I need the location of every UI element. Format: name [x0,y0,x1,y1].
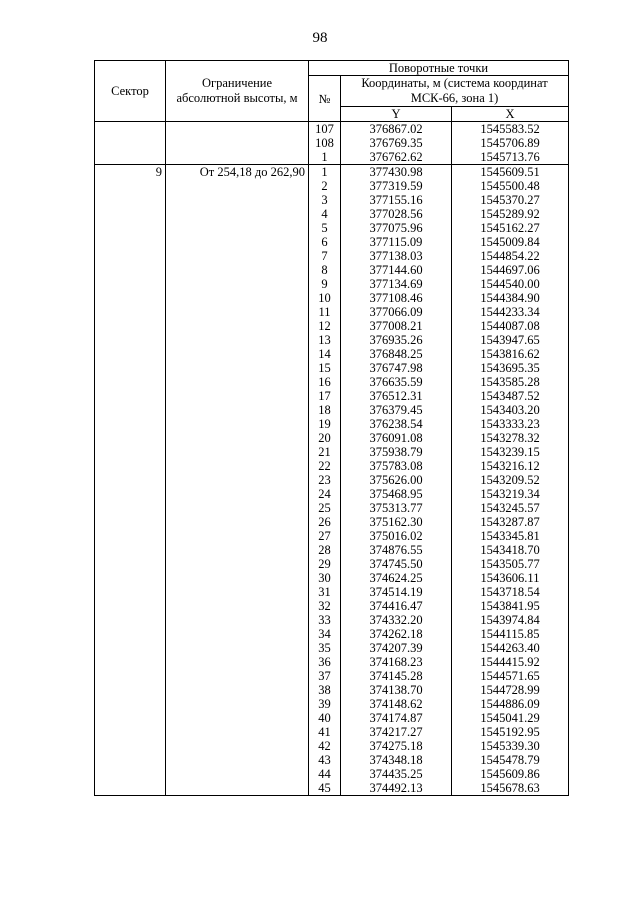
point-number-cell: 25 [309,501,341,515]
coordinate-y-cell: 375016.02 [341,529,452,543]
point-number-cell: 6 [309,235,341,249]
height-limit-cell [166,291,309,305]
point-number-cell: 24 [309,487,341,501]
height-limit-cell [166,347,309,361]
point-number-cell: 35 [309,641,341,655]
coordinate-x-cell: 1543216.12 [452,459,569,473]
height-limit-cell [166,543,309,557]
point-number-cell: 42 [309,739,341,753]
height-limit-cell [166,417,309,431]
coordinate-x-cell: 1543974.84 [452,613,569,627]
coordinate-y-cell: 375626.00 [341,473,452,487]
coordinate-y-cell: 376238.54 [341,417,452,431]
height-limit-cell [166,122,309,137]
height-limit-cell [166,136,309,150]
coordinate-y-cell: 377008.21 [341,319,452,333]
height-limit-cell [166,501,309,515]
table-row [95,473,569,487]
coordinate-y-cell: 374514.19 [341,585,452,599]
coordinate-y-cell: 375162.30 [341,515,452,529]
height-limit-cell [166,655,309,669]
point-number-cell: 18 [309,403,341,417]
height-limit-cell [166,515,309,529]
coordinate-y-cell: 374624.25 [341,571,452,585]
point-number-cell: 12 [309,319,341,333]
coordinate-x-cell: 1543239.15 [452,445,569,459]
height-limit-cell [166,207,309,221]
point-number-cell: 31 [309,585,341,599]
sector-cell [95,781,166,796]
sector-cell [95,431,166,445]
table-row [95,347,569,361]
coordinate-y-cell: 375783.08 [341,459,452,473]
coordinate-y-cell: 374168.23 [341,655,452,669]
point-number-cell: 29 [309,557,341,571]
table-row [95,179,569,193]
table-row [95,333,569,347]
coordinate-y-cell: 376762.62 [341,150,452,165]
height-limit-cell [166,431,309,445]
height-limit-cell [166,669,309,683]
coordinate-x-cell: 1545678.63 [452,781,569,796]
coordinate-x-cell: 1545713.76 [452,150,569,165]
sector-cell [95,711,166,725]
height-limit-cell [166,711,309,725]
coordinate-x-cell: 1543403.20 [452,403,569,417]
point-number-cell: 43 [309,753,341,767]
coordinate-x-cell: 1545289.92 [452,207,569,221]
table-row [95,781,569,796]
coordinate-x-cell: 1543209.52 [452,473,569,487]
table-row [95,150,569,165]
sector-cell [95,207,166,221]
coordinate-x-cell: 1543345.81 [452,529,569,543]
point-number-cell: 16 [309,375,341,389]
table-row [95,571,569,585]
sector-cell [95,136,166,150]
coordinate-y-cell: 374148.62 [341,697,452,711]
point-number-cell: 40 [309,711,341,725]
coordinate-y-cell: 376935.26 [341,333,452,347]
height-limit-cell [166,193,309,207]
coordinate-x-cell: 1543816.62 [452,347,569,361]
table-row [95,403,569,417]
sector-cell [95,599,166,613]
sector-cell [95,403,166,417]
table-row [95,529,569,543]
height-limit-cell [166,375,309,389]
table-row [95,319,569,333]
coordinate-x-cell: 1543287.87 [452,515,569,529]
coordinate-y-cell: 374275.18 [341,739,452,753]
height-limit-cell [166,277,309,291]
coordinate-x-cell: 1544263.40 [452,641,569,655]
sector-cell [95,473,166,487]
table-row [95,389,569,403]
sector-cell [95,557,166,571]
table-row [95,501,569,515]
height-limit-cell [166,557,309,571]
header-y: Y [341,107,452,122]
height-limit-cell [166,683,309,697]
point-number-cell: 33 [309,613,341,627]
coordinate-x-cell: 1544571.65 [452,669,569,683]
point-number-cell: 41 [309,725,341,739]
coordinate-x-cell: 1543505.77 [452,557,569,571]
height-limit-cell [166,529,309,543]
point-number-cell: 21 [309,445,341,459]
sector-cell [95,501,166,515]
coordinate-x-cell: 1545609.51 [452,165,569,180]
coordinate-x-cell: 1545370.27 [452,193,569,207]
sector-cell [95,725,166,739]
coordinate-y-cell: 377108.46 [341,291,452,305]
table-row [95,599,569,613]
coordinate-y-cell: 377115.09 [341,235,452,249]
point-number-cell: 14 [309,347,341,361]
point-number-cell: 36 [309,655,341,669]
sector-cell [95,221,166,235]
coordinate-y-cell: 374145.28 [341,669,452,683]
table-row [95,122,569,137]
coordinate-y-cell: 374745.50 [341,557,452,571]
coordinate-x-cell: 1543585.28 [452,375,569,389]
point-number-cell: 1 [309,150,341,165]
sector-cell [95,697,166,711]
sector-cell [95,249,166,263]
coordinate-x-cell: 1543947.65 [452,333,569,347]
height-limit-cell [166,445,309,459]
point-number-cell: 10 [309,291,341,305]
coordinate-y-cell: 374138.70 [341,683,452,697]
sector-cell [95,417,166,431]
table-row [95,305,569,319]
coordinate-x-cell: 1544384.90 [452,291,569,305]
height-limit-cell [166,599,309,613]
coordinate-x-cell: 1543718.54 [452,585,569,599]
sector-cell [95,739,166,753]
coordinate-x-cell: 1543487.52 [452,389,569,403]
coordinate-x-cell: 1545192.95 [452,725,569,739]
coordinate-x-cell: 1543333.23 [452,417,569,431]
table-row [95,655,569,669]
coordinate-x-cell: 1544233.34 [452,305,569,319]
table-row [95,641,569,655]
sector-cell: 9 [95,165,166,180]
coordinate-y-cell: 375938.79 [341,445,452,459]
point-number-cell: 44 [309,767,341,781]
coordinate-x-cell: 1544415.92 [452,655,569,669]
table-header [95,61,569,122]
coordinate-y-cell: 377319.59 [341,179,452,193]
point-number-cell: 5 [309,221,341,235]
sector-cell [95,515,166,529]
table-row [95,263,569,277]
coordinate-y-cell: 376867.02 [341,122,452,137]
sector-cell [95,263,166,277]
coordinate-y-cell: 374174.87 [341,711,452,725]
point-number-cell: 8 [309,263,341,277]
table-row [95,725,569,739]
point-number-cell: 9 [309,277,341,291]
sector-cell [95,571,166,585]
coordinates-table [94,60,569,796]
coordinate-y-cell: 374435.25 [341,767,452,781]
coordinate-x-cell: 1544886.09 [452,697,569,711]
header-x: X [452,107,569,122]
coordinate-y-cell: 376091.08 [341,431,452,445]
point-number-cell: 32 [309,599,341,613]
point-number-cell: 34 [309,627,341,641]
table-row [95,543,569,557]
coordinate-y-cell: 377430.98 [341,165,452,180]
point-number-cell: 1 [309,165,341,180]
point-number-cell: 11 [309,305,341,319]
header-coordinates: Координаты, м (система координат МСК-66, зона 1) [341,76,569,107]
sector-cell [95,767,166,781]
coordinate-x-cell: 1543278.32 [452,431,569,445]
height-limit-cell [166,613,309,627]
height-limit-cell [166,767,309,781]
coordinate-y-cell: 375468.95 [341,487,452,501]
coordinate-y-cell: 376635.59 [341,375,452,389]
point-number-cell: 108 [309,136,341,150]
sector-cell [95,305,166,319]
coordinate-x-cell: 1544728.99 [452,683,569,697]
table-row [95,249,569,263]
coordinate-x-cell: 1545041.29 [452,711,569,725]
coordinate-x-cell: 1544854.22 [452,249,569,263]
coordinate-x-cell: 1545706.89 [452,136,569,150]
table-row [95,627,569,641]
sector-cell [95,193,166,207]
sector-cell [95,459,166,473]
coordinate-y-cell: 376848.25 [341,347,452,361]
sector-cell [95,347,166,361]
coordinate-x-cell: 1543245.57 [452,501,569,515]
height-limit-cell [166,263,309,277]
height-limit-cell [166,249,309,263]
point-number-cell: 30 [309,571,341,585]
height-limit-cell [166,150,309,165]
point-number-cell: 26 [309,515,341,529]
coordinate-x-cell: 1544115.85 [452,627,569,641]
point-number-cell: 28 [309,543,341,557]
point-number-cell: 4 [309,207,341,221]
height-limit-cell [166,179,309,193]
table-row [95,291,569,305]
table-row [95,445,569,459]
sector-cell [95,627,166,641]
coordinate-y-cell: 376379.45 [341,403,452,417]
header-sector: Сектор [95,61,166,122]
table-row [95,697,569,711]
sector-cell [95,319,166,333]
table-row [95,277,569,291]
point-number-cell: 107 [309,122,341,137]
coordinate-y-cell: 374207.39 [341,641,452,655]
sector-cell [95,753,166,767]
table-row [95,585,569,599]
coordinate-x-cell: 1545478.79 [452,753,569,767]
point-number-cell: 27 [309,529,341,543]
table-row [95,669,569,683]
point-number-cell: 37 [309,669,341,683]
page-number: 98 [312,30,328,46]
point-number-cell: 13 [309,333,341,347]
coordinate-y-cell: 374332.20 [341,613,452,627]
coordinate-y-cell: 374217.27 [341,725,452,739]
point-number-cell: 20 [309,431,341,445]
height-limit-cell [166,627,309,641]
height-limit-cell [166,487,309,501]
header-number: № [309,76,341,122]
coordinate-x-cell: 1543418.70 [452,543,569,557]
sector-cell [95,122,166,137]
height-limit-cell [166,305,309,319]
sector-cell [95,291,166,305]
coordinate-y-cell: 376512.31 [341,389,452,403]
sector-cell [95,389,166,403]
table-row [95,165,569,180]
table-row [95,711,569,725]
table-row [95,515,569,529]
table-row [95,375,569,389]
table-row [95,739,569,753]
coordinate-y-cell: 377066.09 [341,305,452,319]
coordinate-y-cell: 374876.55 [341,543,452,557]
coordinate-x-cell: 1545339.30 [452,739,569,753]
height-limit-cell [166,333,309,347]
sector-cell [95,150,166,165]
coordinate-y-cell: 376747.98 [341,361,452,375]
coordinate-x-cell: 1543606.11 [452,571,569,585]
height-limit-cell [166,641,309,655]
sector-cell [95,179,166,193]
coordinate-y-cell: 374348.18 [341,753,452,767]
coordinate-x-cell: 1545500.48 [452,179,569,193]
header-height-limit: Ограничение абсолютной высоты, м [166,61,309,122]
height-limit-cell [166,739,309,753]
point-number-cell: 2 [309,179,341,193]
sector-cell [95,375,166,389]
sector-cell [95,641,166,655]
height-limit-cell [166,585,309,599]
coordinate-y-cell: 374492.13 [341,781,452,796]
point-number-cell: 38 [309,683,341,697]
table-row [95,417,569,431]
sector-cell [95,277,166,291]
sector-cell [95,585,166,599]
sector-cell [95,543,166,557]
coordinate-x-cell: 1543695.35 [452,361,569,375]
sector-cell [95,655,166,669]
table-row [95,361,569,375]
table-row [95,193,569,207]
table-row [95,459,569,473]
coordinate-x-cell: 1544697.06 [452,263,569,277]
height-limit-cell [166,571,309,585]
sector-cell [95,613,166,627]
sector-cell [95,529,166,543]
point-number-cell: 17 [309,389,341,403]
height-limit-cell [166,319,309,333]
coordinate-x-cell: 1545583.52 [452,122,569,137]
coordinate-x-cell: 1543841.95 [452,599,569,613]
table-body [95,122,569,796]
table-row [95,753,569,767]
coordinate-x-cell: 1545009.84 [452,235,569,249]
coordinate-y-cell: 377134.69 [341,277,452,291]
point-number-cell: 3 [309,193,341,207]
coordinate-x-cell: 1544087.08 [452,319,569,333]
coordinate-x-cell: 1543219.34 [452,487,569,501]
point-number-cell: 22 [309,459,341,473]
height-limit-cell [166,403,309,417]
coordinate-y-cell: 376769.35 [341,136,452,150]
sector-cell [95,361,166,375]
table-row [95,487,569,501]
table-row [95,207,569,221]
sector-cell [95,333,166,347]
height-limit-cell [166,221,309,235]
point-number-cell: 15 [309,361,341,375]
sector-cell [95,487,166,501]
table-row [95,221,569,235]
coordinate-y-cell: 374262.18 [341,627,452,641]
table-row [95,767,569,781]
sector-cell [95,683,166,697]
table-row [95,136,569,150]
height-limit-cell [166,389,309,403]
point-number-cell: 39 [309,697,341,711]
coordinate-y-cell: 377155.16 [341,193,452,207]
height-limit-cell [166,361,309,375]
table-row [95,613,569,627]
coordinate-y-cell: 377075.96 [341,221,452,235]
coordinate-y-cell: 377138.03 [341,249,452,263]
coordinate-x-cell: 1545162.27 [452,221,569,235]
table-row [95,235,569,249]
coordinate-y-cell: 377144.60 [341,263,452,277]
point-number-cell: 23 [309,473,341,487]
header-turning-points: Поворотные точки [309,61,569,76]
sector-cell [95,445,166,459]
height-limit-cell [166,725,309,739]
height-limit-cell [166,781,309,796]
coordinate-y-cell: 375313.77 [341,501,452,515]
coordinate-y-cell: 377028.56 [341,207,452,221]
height-limit-cell [166,473,309,487]
point-number-cell: 19 [309,417,341,431]
point-number-cell: 45 [309,781,341,796]
table-row [95,683,569,697]
height-limit-cell [166,459,309,473]
table-row [95,557,569,571]
table-row [95,431,569,445]
coordinate-y-cell: 374416.47 [341,599,452,613]
coordinate-x-cell: 1544540.00 [452,277,569,291]
height-limit-cell: От 254,18 до 262,90 [166,165,309,180]
height-limit-cell [166,697,309,711]
point-number-cell: 7 [309,249,341,263]
height-limit-cell [166,753,309,767]
sector-cell [95,235,166,249]
height-limit-cell [166,235,309,249]
coordinate-x-cell: 1545609.86 [452,767,569,781]
sector-cell [95,669,166,683]
